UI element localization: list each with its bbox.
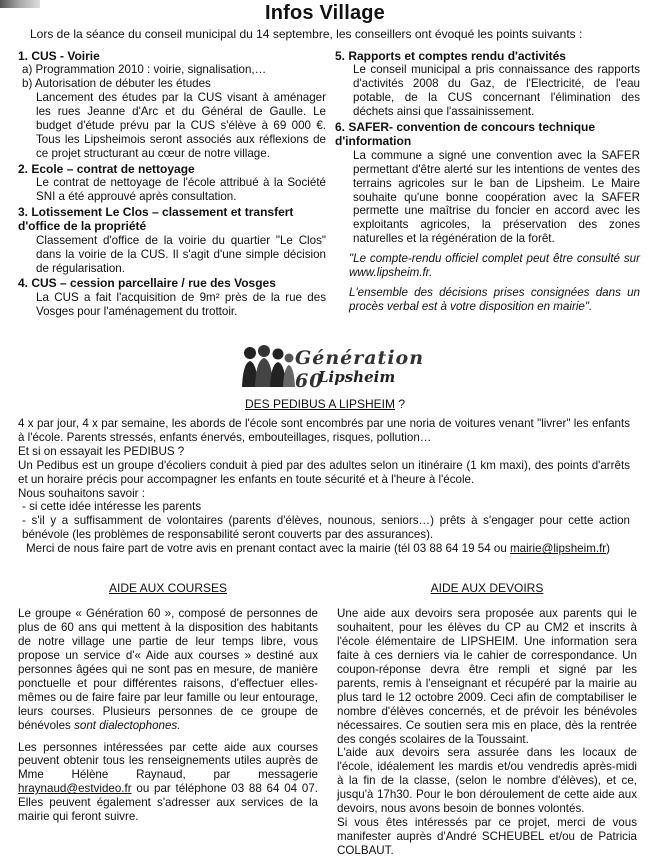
- note-proces-verbal: L'ensemble des décisions prises consignées dans un procès verbal est à votre disposition en mairie".: [349, 285, 640, 313]
- aide-devoirs-title: AIDE AUX DEVOIRS: [430, 581, 544, 595]
- section-body: Classement d'office de la voirie du quartier "Le Clos" dans la voirie de la CUS. Il s'agit d'une simple décision de régularisation.: [36, 233, 326, 275]
- pedibus-title: [0, 397, 650, 411]
- page-title: Infos Village: [264, 2, 386, 24]
- pedibus-article: [18, 417, 630, 556]
- pedibus-bullet: - si cette idée intéresse les parents: [22, 500, 202, 514]
- aide-devoirs-paragraph: Si vous êtes intéressés par ce projet, merci de vous manifester auprès d'André SCHEUBEL et/ou de Patricia COLBAUT.: [337, 815, 637, 857]
- courses-text: ou par téléphone 03 88 64 04 07. Elles peuvent également s'adresser aux services de la mairie qui feront suivre.: [18, 782, 318, 824]
- generation-60-logo: [240, 341, 425, 392]
- right-column: [335, 49, 640, 314]
- mairie-email-link[interactable]: mairie@lipsheim.fr: [510, 542, 607, 556]
- logo-line1: Génération 60: [295, 347, 425, 392]
- intro-text: Lors de la séance du conseil municipal du 14 septembre, les conseillers ont évoqué les points suivants :: [30, 27, 583, 41]
- aide-courses-paragraph: [18, 741, 318, 824]
- courses-text: Le groupe « Génération 60 », composé de personnes de plus de 60 ans qui mettent à la disposition des habitants de notre village une partie de leur temps libre, vous propose un service d'« Aide aux courses » destiné aux personnes âgées qui ne sont pas en mesure, de manière ponctuelle et pour différentes raisons, d'effectuer elles-mêmes ou de faire faire par leur famille ou leur entourage, leurs courses. Plusieurs personnes de ce groupe de bénévoles: [18, 607, 318, 732]
- aide-devoirs-paragraph: Une aide aux devoirs sera proposée aux parents qui le souhaitent, pour les élèves du CP au CM2 et inscrits à l'école élémentaire de LIPSHEIM. Une information sera faite à ces derniers via le cahier de correspondance. Un coupon-réponse devra être rempli et signé par les parents, remis à l'enseignant et récupéré par la mairie au plus tard le 12 octobre 2009. Ceci afin de comptabiliser le nombre d'élèves concernés, et de prévoir les bénévoles nécessaires. Ce soutien sera mis en place, dès la rentrée des congés scolaires de la Toussaint.: [337, 607, 637, 746]
- aide-courses-article: [18, 581, 318, 832]
- section-body: Le contrat de nettoyage de l'école attribué à la Société SNI a été approuvé après consultation.: [36, 176, 326, 204]
- section-body: Lancement des études par la CUS visant à aménager les rues Jeanne d'Arc et du Général de Gaulle. Le budget d'étude prévu par la CUS s'élève à 69 000 €. Tous les Lipsheimois seront associés aux réflexions de ce projet structurant au cœur de notre village.: [36, 91, 326, 160]
- courses-italic: sont dialectophones.: [74, 718, 181, 732]
- section-ecole: [18, 162, 326, 204]
- pedibus-paragraph: Et si on essayait les PEDIBUS ?: [18, 444, 185, 458]
- section-safer: [335, 120, 640, 246]
- section-heading: 3. Lotissement Le Clos – classement et transfert d'office de la propriété: [18, 204, 294, 234]
- aide-courses-title: AIDE AUX COURSES: [108, 581, 228, 595]
- section-body: La commune a signé une convention avec la SAFER permettant d'être alerté sur les intentions de ventes des terrains agricoles sur le ban de Lipsheim. Le Maire souhaite qu'une bonne coopération avec la SAFER permette une maîtrise du foncier en accord avec les exploitants agricoles, la préservation des zones naturelles et la régénération de la forêt.: [353, 148, 640, 246]
- raynaud-email-link[interactable]: hraynaud@estvideo.fr: [18, 782, 132, 796]
- section-cus-cession: [18, 276, 326, 318]
- section-line: a) Programmation 2010 : voirie, signalisation,…: [22, 63, 267, 77]
- section-line: b) Autorisation de débuter les études: [22, 77, 211, 91]
- left-column: [18, 49, 326, 320]
- section-rapports: [335, 49, 640, 119]
- section-heading: 2. Ecole – contrat de nettoyage: [18, 161, 195, 176]
- pedibus-bullet: - s'il y a suffisamment de volontaires (parents d'élèves, nounous, seniors…) prêts à s'engager pour cette action bénévole (les problèmes de responsabilité seront couverts par des assurances).: [22, 514, 630, 542]
- courses-text: Les personnes intéressées par cette aide aux courses peuvent obtenir tous les renseignements utiles auprès de Mme Hélène Raynaud, par messagerie: [18, 740, 318, 782]
- pedibus-title-text: DES PEDIBUS A LIPSHEIM: [244, 397, 396, 411]
- contact-text: Merci de nous faire part de votre avis en prenant contact avec la mairie (tél 03 88 64 19 54 ou: [26, 542, 510, 556]
- section-body: Le conseil municipal a pris connaissance des rapports d'activités 2008 du Gaz, de l'Electricité, de l'eau potable, de la CUS concernant l'élimination des déchets ainsi que l'assainissement.: [353, 63, 640, 119]
- section-heading: 6. SAFER- convention de concours technique d'information: [335, 120, 596, 149]
- aide-devoirs-article: [337, 581, 637, 858]
- section-heading: 1. CUS - Voirie: [18, 49, 100, 63]
- section-body: La CUS a fait l'acquisition de 9m² près de la rue des Vosges pour l'aménagement du trottoir.: [36, 290, 326, 318]
- section-heading: 5. Rapports et comptes rendu d'activités: [335, 49, 566, 63]
- people-group-icon: [240, 343, 296, 389]
- pedibus-paragraph: Nous souhaitons savoir :: [18, 486, 145, 500]
- pedibus-paragraph: 4 x par jour, 4 x par semaine, les abords de l'école sont encombrés par une noria de voitures venant "livrer" les enfants à l'école. Parents stressés, enfants énervés, embouteillages, risques, pollution…: [18, 417, 630, 444]
- section-heading: 4. CUS – cession parcellaire / rue des Vosges: [18, 276, 276, 291]
- pedibus-title-suffix: ?: [395, 397, 406, 411]
- aide-courses-paragraph: [18, 607, 318, 732]
- section-cus-voirie: [18, 49, 326, 161]
- pedibus-paragraph: Un Pedibus est un groupe d'écoliers conduit à pied par des adultes selon un itinéraire (1 km maxi), des points d'arrêts et un horaire précis pour accompagner les enfants en toute sécurité et à l'heure à l'école.: [18, 458, 630, 486]
- logo-line2: Lipsheim: [318, 368, 396, 386]
- note-compte-rendu: "Le compte-rendu officiel complet peut être consulté sur www.lipsheim.fr.: [349, 252, 640, 280]
- pedibus-contact: [18, 542, 630, 556]
- aide-devoirs-paragraph: L'aide aux devoirs sera assurée dans les locaux de l'école, idéalement les mardis et/ou vendredis après-midi à la fin de la classe, (selon le nombre d'élèves), et ce, jusqu'à 17h30. Pour le bon déroulement de cette aide aux devoirs, nous avons besoin de bonnes volontés.: [337, 746, 637, 816]
- section-lotissement: [18, 205, 326, 276]
- contact-end: ): [606, 542, 611, 556]
